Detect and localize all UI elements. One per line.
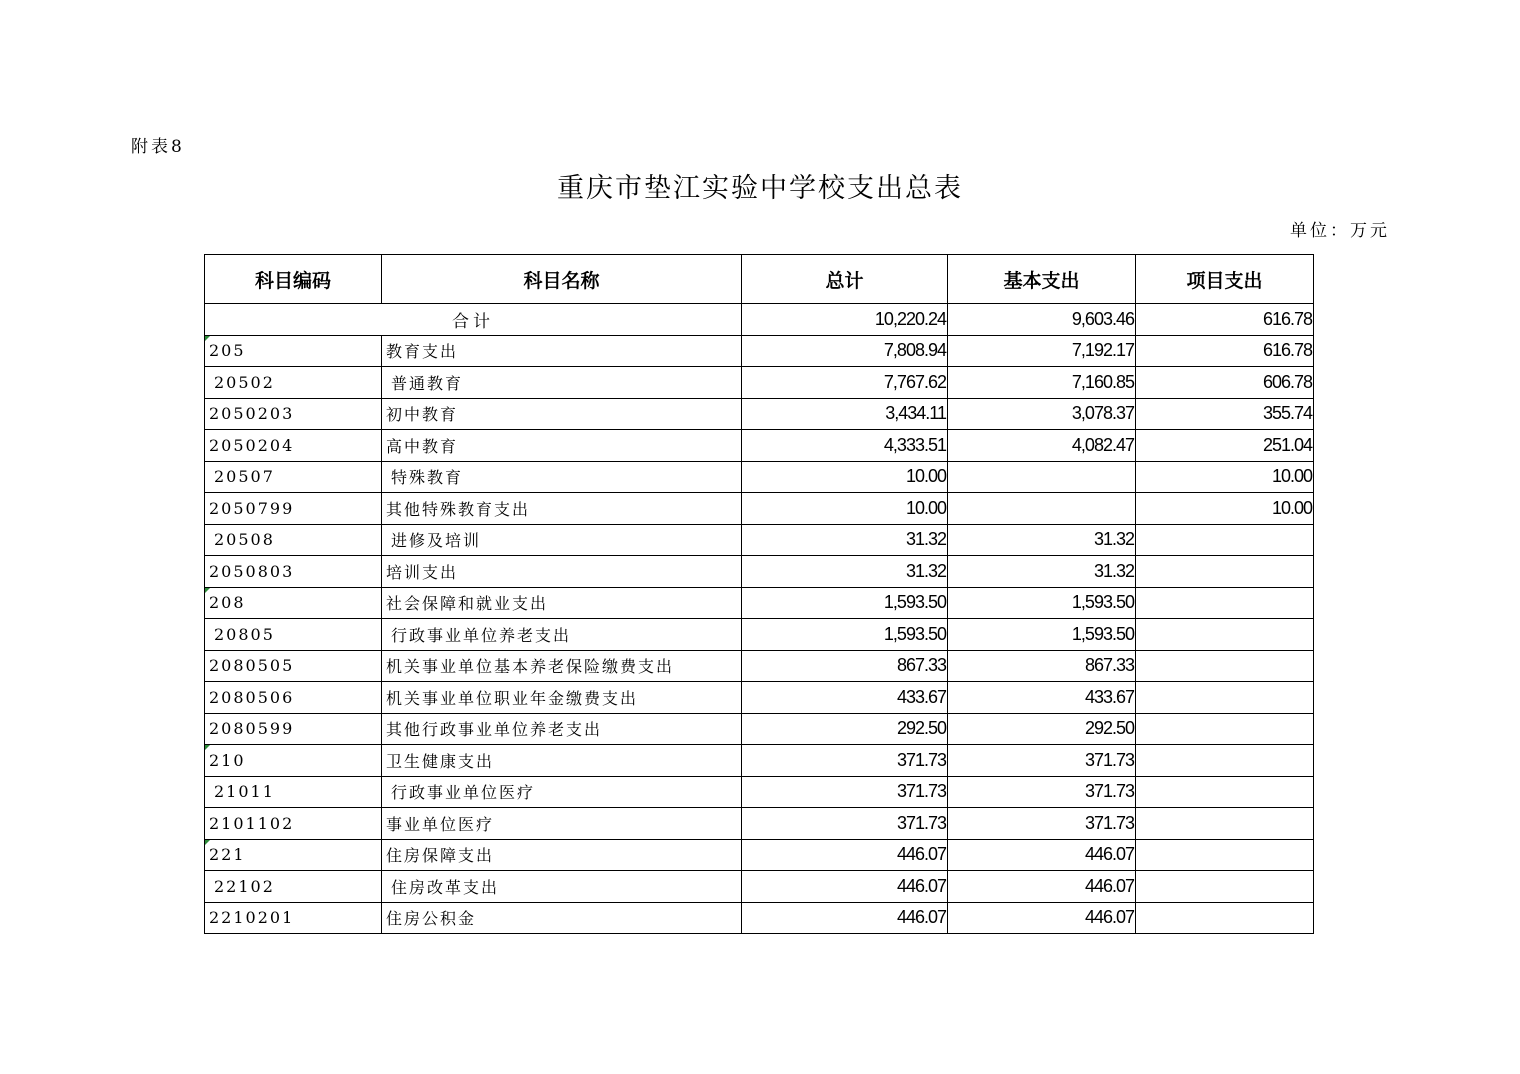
basic-amount: 31.32 [948, 524, 1136, 556]
total-amount: 3,434.11 [742, 398, 948, 430]
basic-amount: 7,160.85 [948, 367, 1136, 399]
total-amount: 433.67 [742, 682, 948, 714]
subject-name: 机关事业单位职业年金缴费支出 [382, 682, 742, 714]
basic-amount: 4,082.47 [948, 430, 1136, 462]
subject-name: 普通教育 [382, 367, 742, 399]
project-amount [1136, 650, 1314, 682]
expense-table [204, 254, 1314, 934]
subject-code: 2050803 [205, 556, 382, 588]
page-title: 重庆市垫江实验中学校支出总表 [557, 173, 963, 204]
table-row [205, 839, 1314, 871]
total-amount: 7,767.62 [742, 367, 948, 399]
subject-code: 2080599 [205, 713, 382, 745]
table-row [205, 776, 1314, 808]
table-row [205, 871, 1314, 903]
basic-amount: 1,593.50 [948, 587, 1136, 619]
header-total: 总计 [742, 255, 948, 304]
project-amount: 606.78 [1136, 367, 1314, 399]
total-amount: 4,333.51 [742, 430, 948, 462]
subject-name: 行政事业单位养老支出 [382, 619, 742, 651]
total-amount: 10.00 [742, 461, 948, 493]
basic-amount: 446.07 [948, 871, 1136, 903]
table-row [205, 493, 1314, 525]
basic-amount [948, 461, 1136, 493]
subject-name: 进修及培训 [382, 524, 742, 556]
subject-code: 21011 [205, 776, 382, 808]
project-amount [1136, 587, 1314, 619]
basic-amount: 7,192.17 [948, 335, 1136, 367]
basic-amount: 371.73 [948, 776, 1136, 808]
basic-amount: 446.07 [948, 839, 1136, 871]
total-amount: 371.73 [742, 808, 948, 840]
table-row [205, 745, 1314, 777]
subject-code: 2050799 [205, 493, 382, 525]
project-amount [1136, 902, 1314, 934]
total-amount: 446.07 [742, 902, 948, 934]
basic-amount: 371.73 [948, 745, 1136, 777]
total-amount: 31.32 [742, 556, 948, 588]
subject-code: 221 [205, 839, 382, 871]
total-amount: 10.00 [742, 493, 948, 525]
subject-name: 社会保障和就业支出 [382, 587, 742, 619]
subject-code: 2080506 [205, 682, 382, 714]
attachment-label: 附表8 [131, 137, 185, 157]
subject-name: 特殊教育 [382, 461, 742, 493]
table-row [205, 398, 1314, 430]
total-row [205, 304, 1314, 336]
table-header-row [205, 255, 1314, 304]
table-row [205, 335, 1314, 367]
project-amount [1136, 776, 1314, 808]
project-amount [1136, 619, 1314, 651]
total-amount: 371.73 [742, 745, 948, 777]
project-amount [1136, 808, 1314, 840]
subject-code: 2210201 [205, 902, 382, 934]
subject-name: 事业单位医疗 [382, 808, 742, 840]
total-project: 616.78 [1136, 304, 1314, 336]
project-amount [1136, 682, 1314, 714]
table-row [205, 587, 1314, 619]
subject-code: 2050203 [205, 398, 382, 430]
total-label: 合计 [205, 304, 742, 336]
basic-amount: 371.73 [948, 808, 1136, 840]
subject-name: 其他行政事业单位养老支出 [382, 713, 742, 745]
project-amount [1136, 556, 1314, 588]
subject-code: 208 [205, 587, 382, 619]
basic-amount: 292.50 [948, 713, 1136, 745]
project-amount: 355.74 [1136, 398, 1314, 430]
total-amount: 867.33 [742, 650, 948, 682]
total-amount: 7,808.94 [742, 335, 948, 367]
basic-amount [948, 493, 1136, 525]
subject-code: 2101102 [205, 808, 382, 840]
total-amount: 292.50 [742, 713, 948, 745]
subject-code: 210 [205, 745, 382, 777]
subject-code: 20805 [205, 619, 382, 651]
total-amount: 1,593.50 [742, 587, 948, 619]
header-subject-name: 科目名称 [382, 255, 742, 304]
table-row [205, 682, 1314, 714]
subject-code: 2050204 [205, 430, 382, 462]
subject-name: 卫生健康支出 [382, 745, 742, 777]
project-amount [1136, 839, 1314, 871]
total-amount: 31.32 [742, 524, 948, 556]
table-row [205, 430, 1314, 462]
unit-label: 单位：万元 [1290, 221, 1390, 241]
project-amount [1136, 713, 1314, 745]
subject-code: 205 [205, 335, 382, 367]
subject-name: 住房公积金 [382, 902, 742, 934]
table-row [205, 902, 1314, 934]
project-amount [1136, 871, 1314, 903]
total-amount: 1,593.50 [742, 619, 948, 651]
project-amount: 10.00 [1136, 461, 1314, 493]
subject-code: 20508 [205, 524, 382, 556]
subject-name: 初中教育 [382, 398, 742, 430]
basic-amount: 867.33 [948, 650, 1136, 682]
subject-name: 行政事业单位医疗 [382, 776, 742, 808]
subject-name: 其他特殊教育支出 [382, 493, 742, 525]
table-row [205, 461, 1314, 493]
table-row [205, 524, 1314, 556]
table-row [205, 713, 1314, 745]
subject-code: 22102 [205, 871, 382, 903]
total-sum: 10,220.24 [742, 304, 948, 336]
basic-amount: 3,078.37 [948, 398, 1136, 430]
project-amount: 251.04 [1136, 430, 1314, 462]
subject-code: 2080505 [205, 650, 382, 682]
header-project-expense: 项目支出 [1136, 255, 1314, 304]
total-amount: 371.73 [742, 776, 948, 808]
table-row [205, 619, 1314, 651]
header-basic-expense: 基本支出 [948, 255, 1136, 304]
basic-amount: 446.07 [948, 902, 1136, 934]
table-row [205, 367, 1314, 399]
table-row [205, 808, 1314, 840]
project-amount [1136, 745, 1314, 777]
total-basic: 9,603.46 [948, 304, 1136, 336]
project-amount: 616.78 [1136, 335, 1314, 367]
table-row [205, 650, 1314, 682]
subject-name: 住房改革支出 [382, 871, 742, 903]
basic-amount: 1,593.50 [948, 619, 1136, 651]
subject-name: 高中教育 [382, 430, 742, 462]
project-amount: 10.00 [1136, 493, 1314, 525]
basic-amount: 31.32 [948, 556, 1136, 588]
basic-amount: 433.67 [948, 682, 1136, 714]
table-row [205, 556, 1314, 588]
subject-code: 20507 [205, 461, 382, 493]
subject-name: 培训支出 [382, 556, 742, 588]
total-amount: 446.07 [742, 871, 948, 903]
project-amount [1136, 524, 1314, 556]
subject-name: 住房保障支出 [382, 839, 742, 871]
total-amount: 446.07 [742, 839, 948, 871]
subject-name: 机关事业单位基本养老保险缴费支出 [382, 650, 742, 682]
subject-code: 20502 [205, 367, 382, 399]
header-subject-code: 科目编码 [205, 255, 382, 304]
subject-name: 教育支出 [382, 335, 742, 367]
